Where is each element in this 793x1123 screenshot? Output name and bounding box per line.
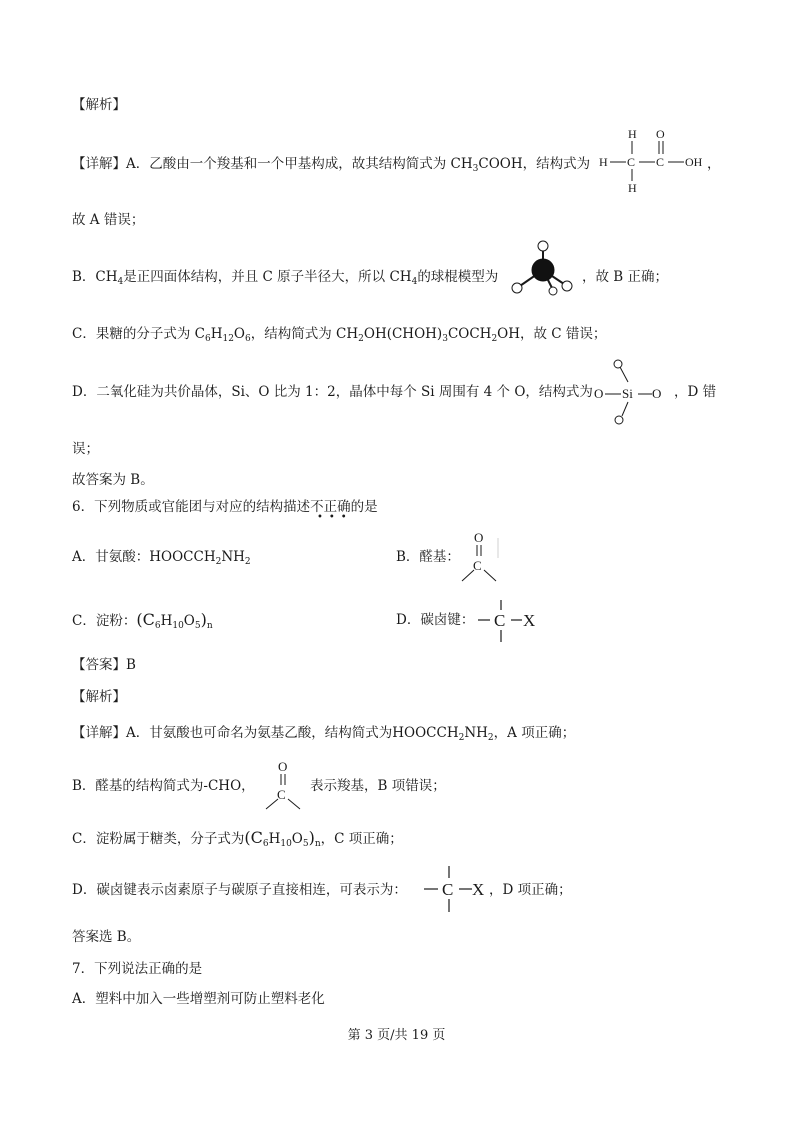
q5-detail-a-conclusion: 故 A 错误；	[72, 212, 145, 228]
q6-detail-b-end: 表示羧基，B 项错误；	[310, 778, 446, 794]
formula: H	[268, 831, 281, 847]
atom-c: C	[277, 787, 286, 802]
subscript: 2	[215, 557, 222, 567]
q6-option-b: B．醛基：	[396, 549, 460, 565]
text: 【详解】A．乙酸由一个羧基和一个甲基构成，故其结构简式为 CH	[72, 156, 473, 172]
q5-detail-a	[72, 155, 590, 178]
carbonyl-structure-2	[262, 757, 306, 811]
subscript: 5	[302, 839, 309, 849]
q6-option-d: D．碳卤键：	[396, 612, 475, 628]
q7-option-a: A．塑料中加入一些增塑剂可防止塑料老化	[72, 991, 325, 1007]
emphasis-dots: •••	[317, 512, 353, 523]
text: C．果糖的分子式为 C	[72, 326, 205, 342]
atom-si: Si	[622, 386, 633, 401]
text: C．淀粉：	[72, 613, 137, 629]
text: COCH	[447, 326, 492, 342]
acetic-acid-structure	[598, 126, 718, 198]
q6-detail-d: D．碳卤键表示卤素原子与碳原子直接相连，可表示为：	[72, 882, 407, 898]
text: ，结构简式为 CH	[250, 326, 359, 342]
q7-stem: 7．下列说法正确的是	[72, 961, 203, 977]
atom-o: O	[474, 530, 484, 545]
section-label-jiexi-1: 【解析】	[72, 97, 126, 113]
atom-x: X	[523, 611, 536, 630]
text: O	[233, 326, 245, 342]
subscript: 3	[472, 164, 479, 174]
page-footer: 第 3 页/共 19 页	[347, 1028, 446, 1043]
q6-option-a	[72, 548, 251, 571]
carbon-halogen-structure-2	[420, 864, 492, 914]
subscript: 6	[262, 839, 269, 849]
subscript: n	[314, 839, 321, 849]
silica-structure	[592, 352, 672, 432]
q6-detail-b: B．醛基的结构简式为-CHO，	[72, 778, 255, 794]
q5-detail-b-end: ，故 B 正确；	[582, 269, 669, 285]
subscript: 2	[358, 334, 364, 344]
comma: ，	[707, 156, 721, 172]
q5-detail-d-cont: 误；	[72, 441, 99, 457]
formula: H	[160, 613, 173, 629]
subscript: 10	[172, 621, 184, 631]
atom-x: X	[472, 880, 485, 899]
q6-final-answer: 答案选 B。	[72, 929, 141, 945]
subscript: n	[206, 621, 213, 631]
subscript: 2	[487, 733, 494, 743]
subscript: 6	[245, 334, 251, 344]
text: COOH，结构式为	[478, 156, 591, 172]
q6-detail-c	[72, 829, 403, 853]
q6-answer: 【答案】B	[72, 657, 136, 673]
subscript: 4	[411, 277, 418, 287]
subscript: 12	[222, 334, 234, 344]
text: OH，故 C 错误；	[497, 326, 607, 342]
atom-o: O	[656, 127, 665, 141]
methane-ball-stick-model	[505, 240, 581, 298]
atom-o: O	[652, 386, 662, 401]
subscript: 6	[204, 334, 211, 344]
atom-c: C	[627, 155, 636, 169]
q6-stem: 6．下列物质或官能团与对应的结构描述不正确的是	[72, 499, 378, 515]
formula: (C	[136, 610, 155, 629]
text: 是正四面体结构，并且 C 原子半径大，所以 CH	[123, 269, 412, 285]
text: A．甘氨酸：	[72, 549, 150, 565]
subscript: 2	[244, 557, 251, 567]
subscript: 2	[458, 733, 465, 743]
atom-c: C	[494, 611, 506, 630]
q6-option-c	[72, 611, 213, 635]
atom-c: C	[442, 880, 454, 899]
subscript: 4	[117, 277, 124, 287]
carbon-halogen-structure	[474, 598, 542, 644]
subscript: 2	[491, 334, 498, 344]
atom-c: C	[656, 155, 665, 169]
formula: NH	[464, 725, 488, 741]
atom-c: C	[473, 558, 482, 573]
text: ，C 项正确；	[320, 831, 403, 847]
q5-detail-d: D．二氧化硅为共价晶体，Si、O 比为 1：2，晶体中每个 Si 周围有 4 个 O，结构式为	[72, 384, 593, 400]
formula: NH	[221, 549, 245, 565]
atom-o: O	[278, 759, 288, 774]
formula: HOOCCH	[392, 725, 459, 741]
q5-detail-c	[72, 325, 606, 348]
subscript: 10	[280, 839, 292, 849]
q5-detail-d-end: ，D 错	[674, 384, 717, 400]
text: 【详解】A．甘氨酸也可命名为氨基乙酸，结构简式为	[72, 725, 393, 741]
q6-detail-a	[72, 724, 575, 747]
subscript: 6	[154, 621, 161, 631]
formula: HOOCCH	[149, 549, 216, 565]
formula: O	[291, 831, 303, 847]
atom-h: H	[628, 181, 637, 195]
text: ，A 项正确；	[493, 725, 576, 741]
q5-detail-b	[72, 268, 498, 291]
text: C．淀粉属于糖类，分子式为	[72, 831, 245, 847]
section-label-jiexi-2: 【解析】	[72, 689, 126, 705]
text: H	[210, 326, 223, 342]
carbonyl-structure	[458, 528, 506, 584]
formula: (C	[244, 828, 263, 847]
q5-answer: 故答案为 B。	[72, 472, 154, 488]
group-oh: OH	[685, 155, 703, 169]
formula: O	[183, 613, 195, 629]
text: 的球棍模型为	[417, 269, 499, 285]
atom-o: O	[594, 386, 604, 401]
formula: )	[308, 828, 315, 847]
text: B．CH	[72, 269, 118, 285]
text: OH(CHOH)	[363, 326, 443, 342]
formula: )	[200, 610, 207, 629]
subscript: 3	[442, 334, 448, 344]
subscript: 5	[194, 621, 201, 631]
q6-detail-d-end: ，D 项正确；	[489, 882, 572, 898]
atom-h: H	[628, 127, 637, 141]
atom-h: H	[599, 155, 608, 169]
